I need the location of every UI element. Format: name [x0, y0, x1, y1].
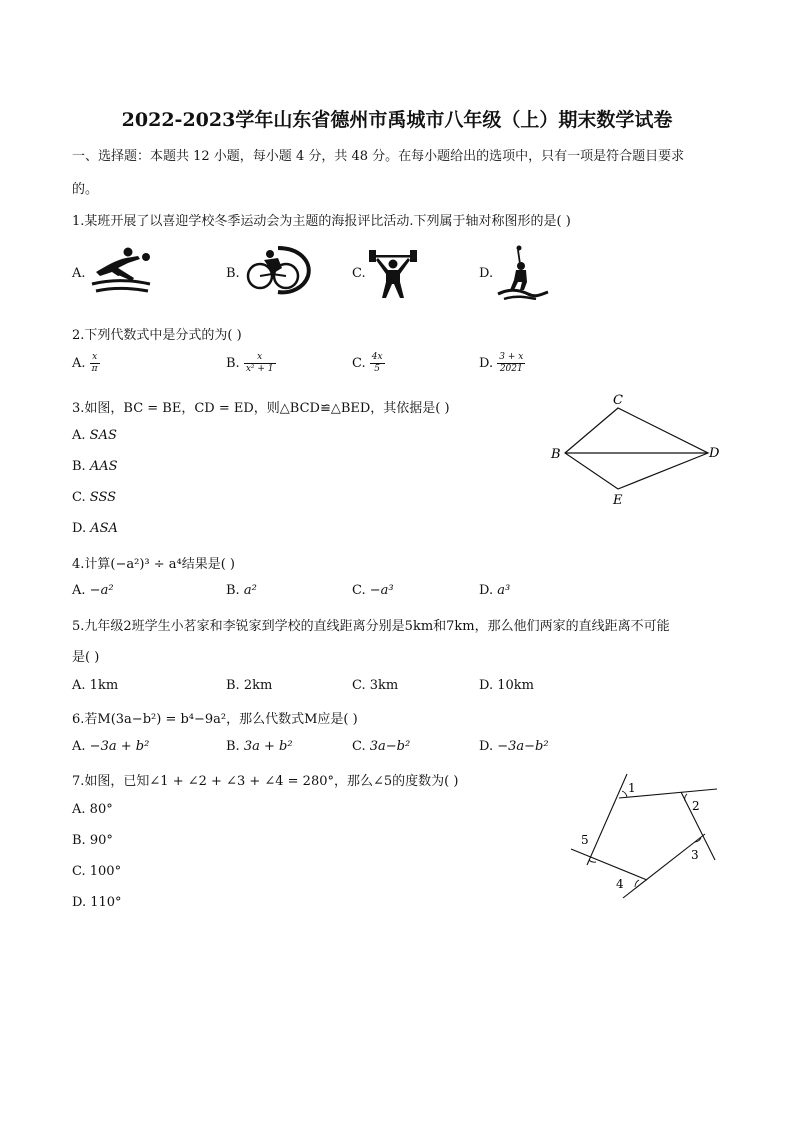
q2-option-a-letter: A.: [72, 356, 86, 371]
q4-option-c[interactable]: [352, 583, 394, 598]
option-text: −3a + b²: [89, 739, 150, 754]
vertex-label-e: E: [613, 493, 623, 508]
q3-option-a[interactable]: [72, 428, 117, 443]
q2-option-b[interactable]: [226, 352, 276, 375]
q5-option-c[interactable]: [352, 678, 398, 693]
option-text: 2km: [243, 678, 273, 693]
fraction: [244, 352, 276, 375]
numerator: 3 + x: [499, 352, 524, 362]
vertex-label-c: C: [613, 393, 623, 408]
option-text: AAS: [89, 459, 118, 474]
q3-quadrilateral-figure: [545, 388, 725, 510]
question-5-stem: 5.九年级2班学生小茗家和李锐家到学校的直线距离分别是5km和7km，那么他们两家的直线距离不可能: [72, 619, 670, 634]
option-text: SAS: [89, 428, 117, 443]
angle-label-2: 2: [692, 799, 700, 813]
option-letter: D.: [479, 583, 494, 598]
q1-option-b-label[interactable]: B.: [226, 266, 240, 281]
weightlifter-icon: [368, 246, 418, 300]
q2-option-d-letter: D.: [479, 356, 494, 371]
q2-option-c[interactable]: [352, 352, 385, 375]
option-letter: C.: [352, 583, 366, 598]
numerator: x: [90, 352, 100, 364]
option-text: −a³: [369, 583, 394, 598]
q3-option-d[interactable]: [72, 521, 118, 536]
q2-option-a[interactable]: [72, 352, 100, 375]
option-text: SSS: [89, 490, 117, 505]
angle-label-3: 3: [691, 848, 699, 862]
volleyball-player-icon: [88, 244, 154, 298]
question-4-stem: 4.计算(−a²)³ ÷ a⁴结果是( ): [72, 557, 236, 572]
q4-option-d[interactable]: [479, 583, 510, 598]
q1-option-d-label[interactable]: D.: [479, 266, 494, 281]
q7-pentagon-figure: [565, 770, 725, 905]
q5-option-d[interactable]: [479, 678, 534, 693]
fraction: [370, 352, 385, 375]
option-letter: C.: [352, 739, 366, 754]
q6-option-c[interactable]: [352, 739, 410, 754]
denominator: x² + 1: [245, 364, 274, 374]
option-letter: B.: [226, 678, 240, 693]
question-7-stem: 7.如图，已知∠1 + ∠2 + ∠3 + ∠4 = 280°，那么∠5的度数为( ): [72, 774, 459, 789]
option-letter: A.: [72, 678, 86, 693]
fraction: [90, 352, 100, 375]
q6-option-d[interactable]: [479, 739, 549, 754]
q5-option-a[interactable]: [72, 678, 118, 693]
q2-option-c-letter: C.: [352, 356, 366, 371]
q6-option-b[interactable]: [226, 739, 293, 754]
denominator: 2021: [499, 364, 523, 374]
option-letter: A.: [72, 739, 86, 754]
q3-option-c[interactable]: [72, 490, 116, 505]
option-letter: D.: [72, 521, 87, 536]
option-text: 110°: [90, 895, 122, 910]
option-text: −3a−b²: [497, 739, 549, 754]
option-letter: C.: [72, 490, 86, 505]
q7-option-a[interactable]: [72, 802, 113, 817]
option-text: a³: [497, 583, 511, 598]
option-text: 80°: [89, 802, 113, 817]
q2-option-b-letter: B.: [226, 356, 240, 371]
option-text: 100°: [89, 864, 122, 879]
cyclist-icon: [238, 244, 312, 296]
q7-option-c[interactable]: [72, 864, 121, 879]
question-1-stem: 1.某班开展了以喜迎学校冬季运动会为主题的海报评比活动.下列属于轴对称图形的是( ): [72, 214, 571, 229]
option-letter: A.: [72, 583, 86, 598]
option-text: −a²: [89, 583, 114, 598]
option-letter: A.: [72, 428, 86, 443]
option-letter: D.: [72, 895, 87, 910]
option-text: 3km: [369, 678, 399, 693]
vertex-label-d: D: [709, 446, 720, 461]
option-text: 3a + b²: [243, 739, 293, 754]
vertex-label-b: B: [551, 447, 561, 462]
q5-option-b[interactable]: [226, 678, 272, 693]
option-text: 90°: [89, 833, 113, 848]
option-letter: B.: [226, 583, 240, 598]
q6-option-a[interactable]: [72, 739, 149, 754]
angle-label-4: 4: [616, 877, 624, 891]
numerator: x: [244, 352, 276, 364]
q4-option-a[interactable]: [72, 583, 114, 598]
option-letter: D.: [479, 678, 494, 693]
option-text: ASA: [90, 521, 118, 536]
option-letter: C.: [72, 864, 86, 879]
option-letter: D.: [479, 739, 494, 754]
option-text: 3a−b²: [369, 739, 411, 754]
q7-option-b[interactable]: [72, 833, 113, 848]
fraction: [497, 352, 525, 375]
page-title: 2022-2023学年山东省德州市禹城市八年级（上）期末数学试卷: [121, 109, 673, 131]
q1-option-a-label[interactable]: A.: [72, 266, 86, 281]
question-2-stem: 2.下列代数式中是分式的为( ): [72, 328, 242, 343]
denominator: π: [91, 364, 98, 374]
golfer-icon: [494, 244, 550, 300]
q1-option-c-label[interactable]: C.: [352, 266, 366, 281]
question-5-stem-cont: 是( ): [72, 650, 100, 665]
option-text: 10km: [497, 678, 534, 693]
denominator: 5: [374, 364, 381, 374]
option-letter: B.: [226, 739, 240, 754]
option-text: 1km: [89, 678, 119, 693]
angle-label-1: 1: [628, 781, 636, 795]
option-letter: B.: [72, 459, 86, 474]
angle-label-5: 5: [581, 833, 589, 847]
numerator: 4x: [371, 352, 383, 362]
q2-option-d[interactable]: [479, 352, 525, 375]
option-letter: C.: [352, 678, 366, 693]
option-letter: A.: [72, 802, 86, 817]
option-letter: B.: [72, 833, 86, 848]
section-instructions: 一、选择题：本题共 12 小题，每小题 4 分，共 48 分。在每小题给出的选项中，只有一项是符合题目要求: [72, 149, 685, 164]
option-text: a²: [243, 583, 257, 598]
q3-option-b[interactable]: [72, 459, 118, 474]
q4-option-b[interactable]: [226, 583, 257, 598]
section-instructions-cont: 的。: [72, 182, 99, 197]
q7-option-d[interactable]: [72, 895, 122, 910]
question-3-stem: 3.如图，BC = BE，CD = ED，则△BCD≌△BED，其依据是( ): [72, 401, 450, 416]
question-6-stem: 6.若M(3a−b²) = b⁴−9a²，那么代数式M应是( ): [72, 712, 358, 727]
